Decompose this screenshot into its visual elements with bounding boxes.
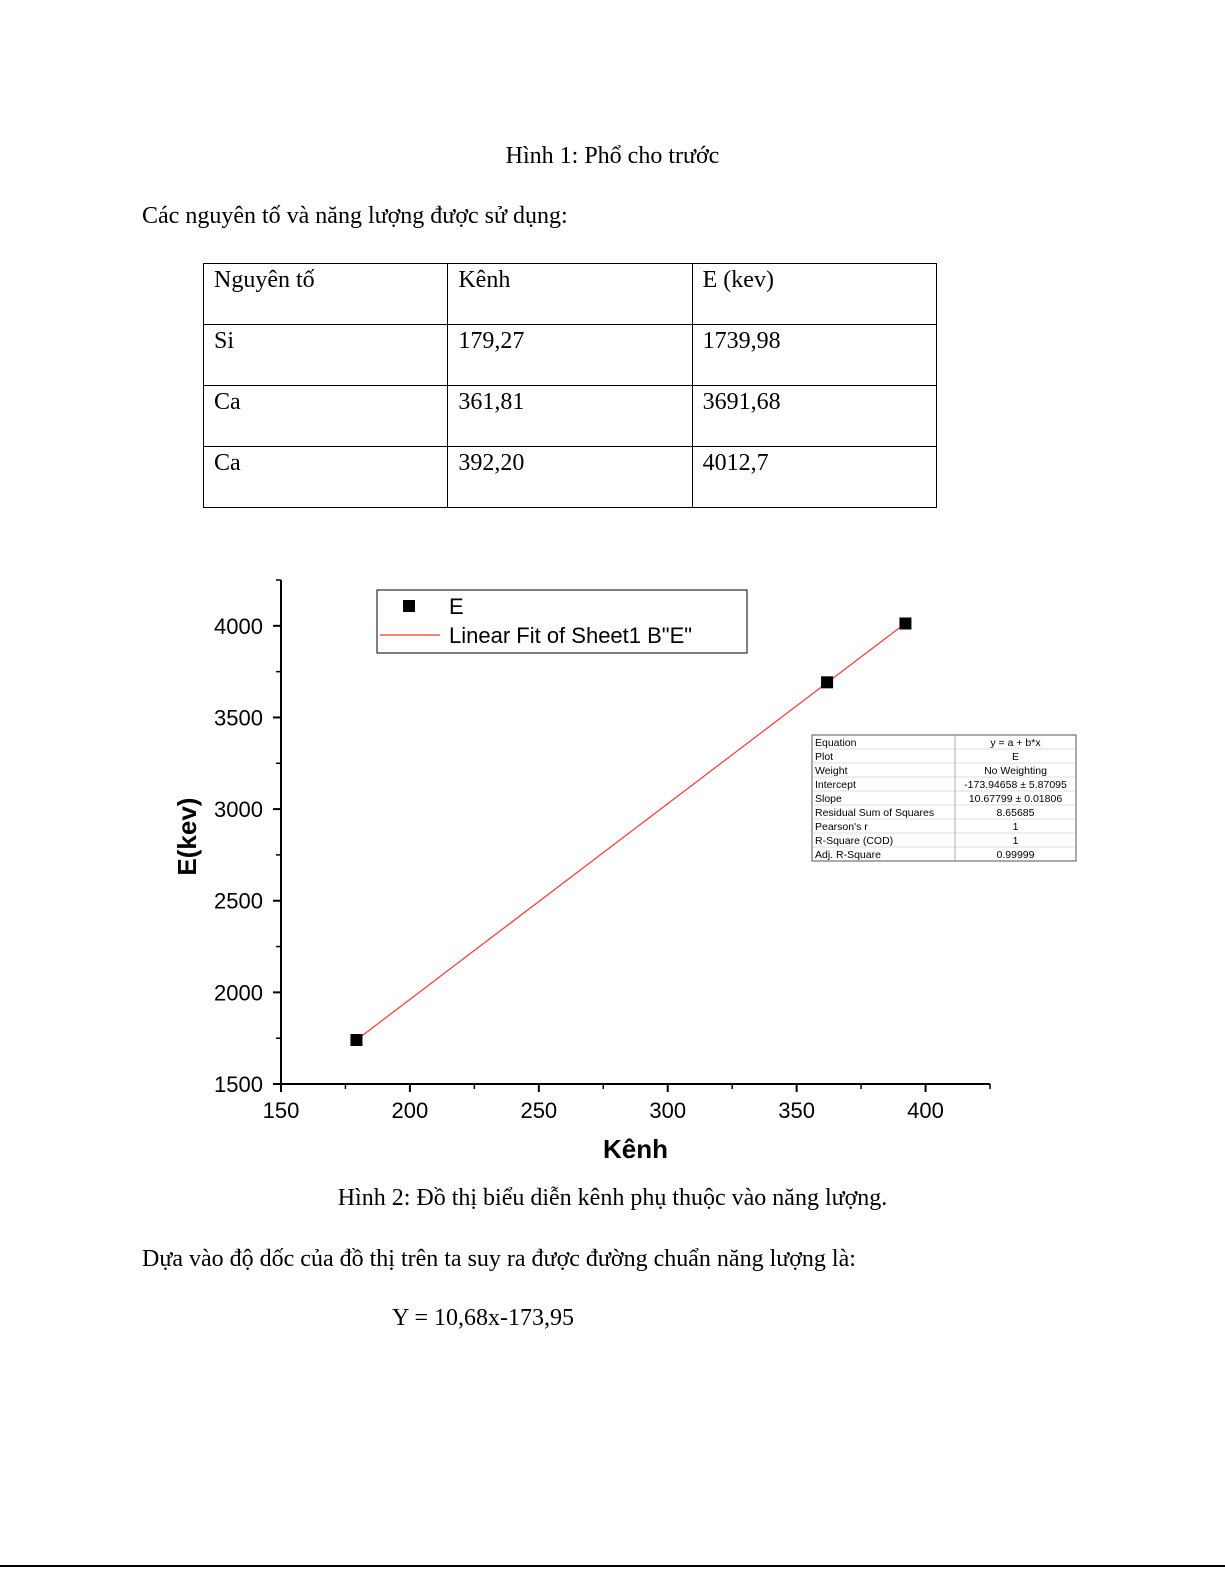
legend-label-fit: Linear Fit of Sheet1 B"E" xyxy=(449,623,693,648)
table-cell: 4012,7 xyxy=(692,447,936,508)
x-tick-label: 150 xyxy=(262,1098,300,1123)
data-point xyxy=(899,617,911,629)
table-cell: 179,27 xyxy=(448,325,692,386)
figure-1-caption: Hình 1: Phổ cho trước xyxy=(505,143,720,169)
stats-label: Pearson's r xyxy=(815,821,868,833)
x-tick-label: 200 xyxy=(391,1098,429,1123)
y-tick-label: 1500 xyxy=(214,1072,263,1097)
stats-value: No Weighting xyxy=(984,765,1047,777)
table-cell: Ca xyxy=(204,386,448,447)
table-row xyxy=(204,447,937,508)
stats-label: Slope xyxy=(815,793,842,805)
table-cell: Si xyxy=(204,325,448,386)
stats-label: Weight xyxy=(815,765,848,777)
stats-value: y = a + b*x xyxy=(990,737,1041,749)
conclusion-text: Dựa vào độ dốc của đồ thị trên ta suy ra được đường chuẩn năng lượng là: xyxy=(142,1246,856,1272)
stats-label: Residual Sum of Squares xyxy=(815,807,935,819)
stats-value: 8.65685 xyxy=(996,807,1035,819)
y-axis-label: E(kev) xyxy=(172,797,202,876)
table-header-cell: E (kev) xyxy=(692,264,936,325)
y-tick-label: 3500 xyxy=(214,705,263,731)
figure-2-caption: Hình 2: Đồ thị biểu diễn kênh phụ thuộc vào năng lượng. xyxy=(337,1185,888,1211)
x-tick-label: 350 xyxy=(778,1098,815,1123)
stats-label: R-Square (COD) xyxy=(815,835,894,847)
y-tick-label: 2500 xyxy=(214,888,263,914)
stats-label: Plot xyxy=(815,751,834,763)
table-header-row xyxy=(204,264,937,325)
legend-label-e: E xyxy=(449,594,464,619)
calibration-equation: Y = 10,68x-173,95 xyxy=(392,1305,574,1331)
stats-value: -173.94658 ± 5.87095 xyxy=(964,779,1067,791)
data-point xyxy=(350,1034,362,1046)
x-tick-label: 300 xyxy=(649,1098,687,1123)
stats-label: Equation xyxy=(815,737,857,749)
intro-text: Các nguyên tố và năng lượng được sử dụng: xyxy=(142,203,568,229)
x-tick-label: 400 xyxy=(907,1098,944,1123)
table-header-cell: Nguyên tố xyxy=(204,264,448,325)
table-cell: Ca xyxy=(204,447,448,508)
data-point xyxy=(821,676,833,688)
table-header-cell: Kênh xyxy=(448,264,692,325)
stats-value: E xyxy=(1011,751,1020,763)
table-row xyxy=(204,386,937,447)
chart-svg xyxy=(160,560,1100,1180)
stats-label: Intercept xyxy=(815,779,856,791)
y-tick-label: 4000 xyxy=(214,613,263,639)
table-row xyxy=(204,325,937,386)
table-cell: 392,20 xyxy=(448,447,692,508)
table-cell: 3691,68 xyxy=(692,386,936,447)
y-tick-label: 3000 xyxy=(214,797,263,823)
element-table xyxy=(203,263,937,508)
stats-value: 1 xyxy=(1012,835,1019,847)
page-bottom-rule xyxy=(0,1565,1225,1567)
table-cell: 1739,98 xyxy=(692,325,936,386)
stats-value: 1 xyxy=(1012,821,1019,833)
stats-value: 10.67799 ± 0.01806 xyxy=(968,793,1063,805)
y-tick-label: 2000 xyxy=(214,980,263,1006)
table-cell: 361,81 xyxy=(448,386,692,447)
x-tick-label: 250 xyxy=(520,1098,558,1123)
energy-calibration-chart xyxy=(160,560,1100,1180)
stats-label: Adj. R-Square xyxy=(815,849,881,861)
stats-value: 0.99999 xyxy=(996,849,1035,861)
legend-marker-e xyxy=(403,600,415,612)
x-axis-label: Kênh xyxy=(603,1134,668,1164)
